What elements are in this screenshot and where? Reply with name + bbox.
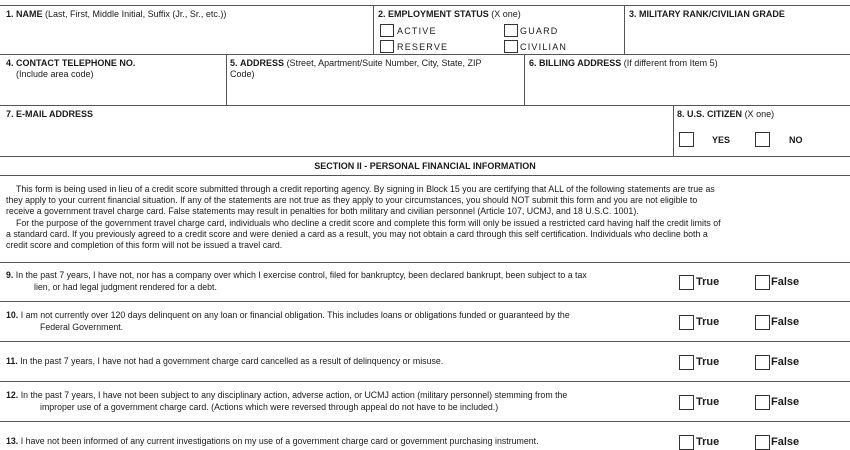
- question-10-false-checkbox[interactable]: [755, 315, 770, 330]
- question-10-false-label: False: [771, 316, 800, 328]
- field-employment-title: EMPLOYMENT STATUS: [388, 9, 489, 19]
- question-13-false-label: False: [771, 436, 800, 448]
- question-12-number: 12.: [6, 390, 19, 400]
- question-13-true-label: True: [696, 436, 720, 448]
- field-rank-label: [629, 9, 785, 19]
- employment-civilian-label: CIVILIAN: [520, 42, 568, 52]
- employment-reserve-checkbox[interactable]: [380, 40, 394, 53]
- employment-active-label: ACTIVE: [397, 26, 437, 36]
- field-billing-title: BILLING ADDRESS: [539, 58, 622, 68]
- question-9: [6, 270, 587, 293]
- field-citizen-number: 8.: [677, 109, 685, 119]
- field-rank-number: 3.: [629, 9, 637, 19]
- intro-paragraph-2: [6, 218, 721, 252]
- field-name-number: 1.: [6, 9, 14, 19]
- field-address-hint: (Street, Apartment/Suite Number, City, State, ZIP: [286, 58, 482, 68]
- field-phone-number: 4.: [6, 58, 14, 68]
- field-billing-label: [529, 58, 718, 68]
- field-email-input[interactable]: [1, 121, 671, 154]
- col-divider-a: [373, 5, 374, 54]
- question-9-true-checkbox[interactable]: [679, 275, 694, 290]
- section-title: SECTION II - PERSONAL FINANCIAL INFORMATION: [314, 161, 536, 171]
- employment-active-checkbox[interactable]: [380, 24, 394, 37]
- question-10-line-2: Federal Government.: [40, 321, 124, 332]
- question-9-line-1: In the past 7 years, I have not, nor has a company over which I exercise control, filed for bankruptcy, been declared bankrupt, been subject to a tax: [15, 270, 587, 280]
- citizen-no-label: NO: [789, 135, 803, 145]
- field-name-title: NAME: [16, 9, 43, 19]
- question-10-number: 10.: [6, 310, 19, 320]
- field-phone-hint: (Include area code): [16, 69, 94, 79]
- question-12: [6, 390, 567, 413]
- intro-p2-line-1: For the purpose of the government travel charge card, individuals who decline a credit score and complete this form will only be issued a restricted card having half the credit limits of: [16, 218, 721, 228]
- field-address-title: ADDRESS: [240, 58, 285, 68]
- field-billing-number: 6.: [529, 58, 537, 68]
- question-10-line-1: I am not currently over 120 days delinquent on any loan or financial obligation. This includes loans or obligations funded or guaranteed by the: [20, 310, 570, 320]
- field-email-title: E-MAIL ADDRESS: [16, 109, 94, 119]
- row-divider-8: [0, 381, 850, 382]
- citizen-yes-checkbox[interactable]: [679, 132, 694, 147]
- employment-guard-checkbox[interactable]: [504, 24, 518, 37]
- field-employment-label: [378, 9, 521, 19]
- field-address-number: 5.: [230, 58, 238, 68]
- field-rank-input[interactable]: [626, 22, 846, 52]
- row-divider-3: [0, 156, 850, 157]
- question-11-number: 11.: [6, 356, 18, 366]
- question-9-number: 9.: [6, 270, 14, 280]
- question-12-true-checkbox[interactable]: [679, 395, 694, 410]
- question-12-line-1: In the past 7 years, I have not been subject to any disciplinary action, adverse action, or UCMJ action (military personnel) stemming from the: [20, 390, 568, 400]
- question-10-true-checkbox[interactable]: [679, 315, 694, 330]
- field-rank-title: MILITARY RANK/CIVILIAN GRADE: [639, 9, 785, 19]
- field-citizen-hint: (X one): [744, 109, 775, 119]
- employment-civilian-checkbox[interactable]: [504, 40, 518, 53]
- field-phone-title: CONTACT TELEPHONE NO.: [16, 58, 136, 68]
- question-9-true-label: True: [696, 276, 720, 288]
- field-address-hint-cont: Code): [230, 69, 255, 79]
- field-billing-hint: (If different from Item 5): [623, 58, 718, 68]
- field-name-label: [6, 9, 226, 19]
- row-divider-2: [0, 105, 850, 106]
- employment-reserve-label: RESERVE: [397, 42, 449, 52]
- row-divider-7: [0, 341, 850, 342]
- intro-p1-line-3: receive a government travel charge card. False statements may result in penalties for both military and civilian personnel (Article 107, UCMJ, and 18 U.S.C. 1001).: [6, 206, 639, 217]
- citizen-no-checkbox[interactable]: [755, 132, 770, 147]
- employment-guard-label: GUARD: [520, 26, 559, 36]
- field-address-input[interactable]: [228, 80, 522, 103]
- intro-p1-line-1: This form is being used in lieu of a credit score submitted through a credit reporting agency. By signing in Block 15 you are certifying that ALL of the following statements are true as: [16, 184, 715, 194]
- question-12-false-checkbox[interactable]: [755, 395, 770, 410]
- question-13-line-1: I have not been informed of any current investigations on my use of a government charge card or government purchasing instrument.: [20, 436, 539, 446]
- field-citizen-title: U.S. CITIZEN: [687, 109, 743, 119]
- col-divider-c: [226, 54, 227, 105]
- question-11-true-label: True: [696, 356, 720, 368]
- question-9-false-label: False: [771, 276, 800, 288]
- question-13-false-checkbox[interactable]: [755, 435, 770, 450]
- question-13: [6, 436, 539, 448]
- question-10-true-label: True: [696, 316, 720, 328]
- row-divider-5: [0, 262, 850, 263]
- row-divider-4: [0, 175, 850, 176]
- question-11-true-checkbox[interactable]: [679, 355, 694, 370]
- question-11-false-label: False: [771, 356, 800, 368]
- question-11-line-1: In the past 7 years, I have not had a government charge card cancelled as a result of delinquency or misuse.: [20, 356, 444, 366]
- row-divider-9: [0, 421, 850, 422]
- field-email-number: 7.: [6, 109, 14, 119]
- question-12-false-label: False: [771, 396, 800, 408]
- field-phone-label: [6, 58, 135, 68]
- question-10: [6, 310, 570, 333]
- row-divider-1: [0, 54, 850, 55]
- question-12-true-label: True: [696, 396, 720, 408]
- intro-p2-line-3: credit score and completion of this form will not be issued a travel card.: [6, 240, 283, 251]
- field-billing-input[interactable]: [526, 70, 846, 103]
- question-13-true-checkbox[interactable]: [679, 435, 694, 450]
- field-citizen-label: [677, 109, 774, 119]
- question-11: [6, 356, 443, 368]
- question-9-false-checkbox[interactable]: [755, 275, 770, 290]
- field-phone-input[interactable]: [1, 80, 224, 103]
- question-9-line-2: lien, or had legal judgment rendered for a debt.: [34, 281, 217, 292]
- col-divider-d: [524, 54, 525, 105]
- field-email-label: [6, 109, 93, 119]
- question-13-number: 13.: [6, 436, 19, 446]
- col-divider-e: [673, 105, 674, 156]
- intro-p1-line-2: they apply to your current financial situation. If any of the statements are not true as they apply to your circumstances, you should NOT submit this form and you are not eligible to: [6, 195, 698, 206]
- citizen-yes-label: YES: [712, 135, 731, 145]
- field-employment-number: 2.: [378, 9, 386, 19]
- question-12-line-2: improper use of a government charge card. (Actions which were reversed through appeal do not have to be included.): [40, 401, 499, 412]
- field-name-hint: (Last, First, Middle Initial, Suffix (Jr., Sr., etc.)): [45, 9, 227, 19]
- field-name-input[interactable]: [1, 22, 371, 52]
- field-address-label: [230, 58, 481, 68]
- field-employment-hint: (X one): [491, 9, 521, 19]
- intro-p2-line-2: a standard card. If you previously agreed to a credit score and were denied a card as a result, you may not obtain a card through this self certification. Individuals who decline both a: [6, 229, 708, 240]
- col-divider-b: [624, 5, 625, 54]
- row-divider-6: [0, 301, 850, 302]
- intro-paragraph-1: [6, 184, 715, 218]
- question-11-false-checkbox[interactable]: [755, 355, 770, 370]
- top-border: [0, 5, 850, 6]
